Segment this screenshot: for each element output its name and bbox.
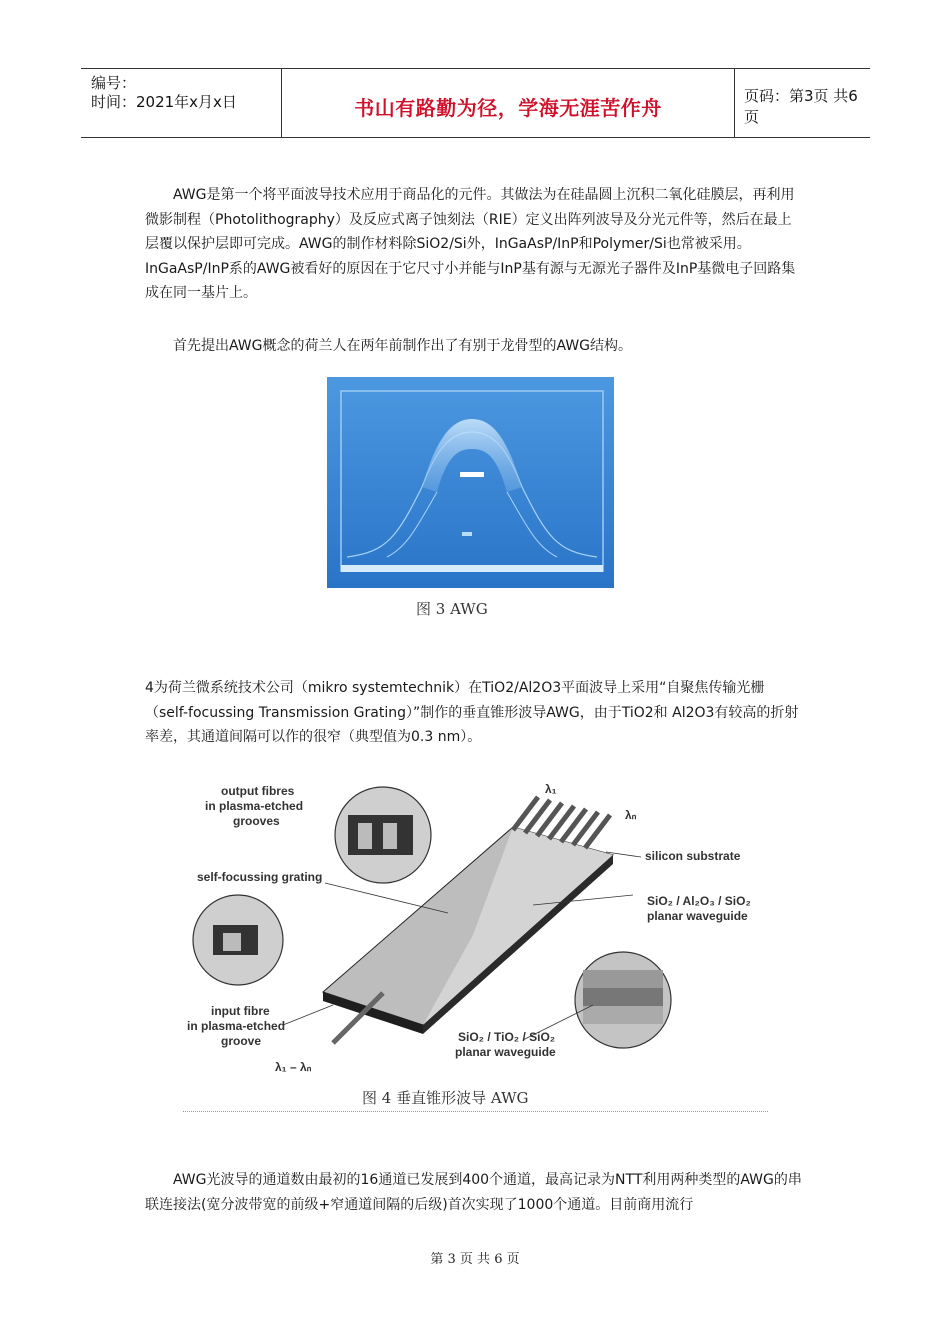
waveguide-1-label-1: SiO₂ / Al₂O₃ / SiO₂ [647, 894, 751, 908]
lambda-range-label: λ₁ – λₙ [275, 1060, 312, 1074]
paragraph-mikro: 4为荷兰微系统技术公司（mikro systemtechnik）在TiO2/Al2O3平面波导上采用“自聚焦传输光栅（self-focussing Transmission Grating）”制作的垂直锥形波导AWG，由于TiO2和 Al2O3有较高的折射率差，其通道间隔可以作的很窄（典型值为0.3 nm）。 [145, 680, 799, 745]
header-middle-cell [281, 69, 735, 137]
output-fibres-label-1: output fibres [221, 784, 295, 798]
figure-3-caption: 图 3 AWG [416, 600, 488, 618]
output-fibres-label-2: in plasma-etched [205, 799, 304, 813]
page-footer: 第 3 页 共 6 页 [430, 1252, 520, 1267]
grating-label: self-focussing grating [197, 870, 323, 884]
lambda-n-label: λₙ [625, 808, 637, 822]
paragraph-channel-count: AWG光波导的通道数由最初的16通道已发展到400个通道，最高记录为NTT利用两种类型的AWG的串联连接法(宽分波带宽的前级+窄通道间隔的后级)首次实现了1000个通道。目前商用流行 [145, 1172, 802, 1213]
header-left-cell [81, 69, 281, 137]
substrate-label: silicon substrate [645, 849, 741, 863]
waveguide-2-label-1: SiO₂ / TiO₂ / SiO₂ [458, 1030, 556, 1044]
paragraph-netherlands: 首先提出AWG概念的荷兰人在两年前制作出了有别于龙骨型的AWG结构。 [173, 338, 633, 354]
waveguide-2-label-2: planar waveguide [455, 1045, 556, 1059]
header-table [81, 68, 870, 138]
figure-4-divider [183, 1111, 768, 1112]
awg-chip-photo [327, 377, 614, 588]
paragraph-awg-intro: AWG是第一个将平面波导技术应用于商品化的元件。其做法为在硅晶圆上沉积二氧化硅膜层，再利用微影制程（Photolithography）及反应式离子蚀刻法（RIE）定义出阵列波导及分光元件等，然后在最上层覆以保护层即可完成。AWG的制作材料除SiO2/Si外，InGaAsP/InP和Polymer/Si也常被采用。InGaAsP/InP系的AWG被看好的原因在于它尺寸小并能与InP基有源与无源光子器件及InP基微电子回路集成在同一基片上。 [145, 187, 796, 301]
vertical-taper-awg-diagram [183, 775, 768, 1111]
time-label: 时间：2021年x月x日 [91, 93, 237, 111]
input-fibre-label-2: in plasma-etched [187, 1019, 286, 1033]
number-label: 编号： [91, 74, 137, 92]
header-right-cell [734, 69, 870, 137]
input-fibre-label-1: input fibre [211, 1004, 270, 1018]
waveguide-1-label-2: planar waveguide [647, 909, 748, 923]
lambda-1-label: λ₁ [545, 782, 557, 796]
input-fibre-label-3: groove [221, 1034, 262, 1048]
figure-4-caption: 图 4 垂直锥形波导 AWG [362, 1089, 529, 1107]
motto: 书山有路勤为径，学海无涯苦作舟 [354, 95, 662, 120]
page-label: 页码：第3页 共6页 [744, 87, 858, 126]
figure-4-image [183, 775, 768, 1111]
output-fibres-label-3: grooves [233, 814, 280, 828]
figure-3-image [327, 377, 614, 588]
